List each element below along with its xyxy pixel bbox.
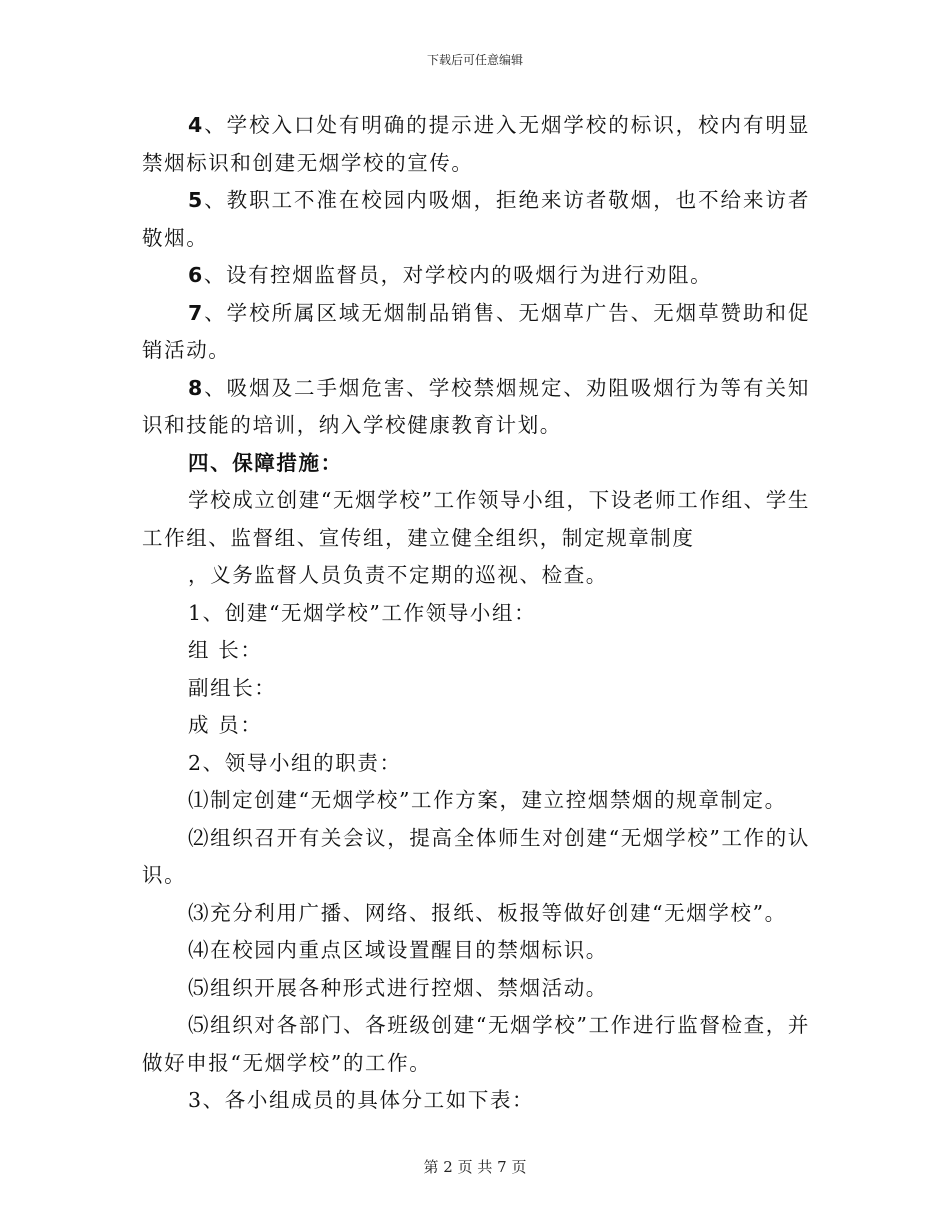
item-number: 6 xyxy=(188,263,204,287)
duty-item: ⑸组织对各部门、各班级创建“无烟学校”工作进行监督检查，并做好申报“无烟学校”的工作。 xyxy=(142,1013,810,1075)
paragraph-item-5 xyxy=(142,182,810,257)
duty-item: ⑶充分利用广播、网络、报纸、板报等做好创建“无烟学校”。 xyxy=(188,900,787,925)
item-text: 、教职工不准在校园内吸烟，拒绝来访者敬烟，也不给来访者敬烟。 xyxy=(142,188,810,250)
subsection-title-1: 1、创建“无烟学校”工作领导小组： xyxy=(188,600,537,625)
item-text: 、设有控烟监督员，对学校内的吸烟行为进行劝阻。 xyxy=(203,263,713,287)
section-intro: 学校成立创建“无烟学校”工作领导小组，下设老师工作组、学生工作组、监督组、宣传组，建立健全组织，制定规章制度 xyxy=(142,488,810,550)
paragraph-item-6 xyxy=(142,257,810,295)
members-line: 成 员： xyxy=(188,713,263,737)
item-number: 4 xyxy=(188,113,204,137)
section-intro-continued: ，义务监督人员负责不定期的巡视、检查。 xyxy=(188,563,608,587)
duty-item: ⑵组织召开有关会议，提高全体师生对创建“无烟学校”工作的认识。 xyxy=(142,825,810,887)
subsection-title-2: 2、领导小组的职责： xyxy=(188,750,402,775)
item-number: 8 xyxy=(188,375,204,400)
section-heading: 四、保障措施： xyxy=(188,450,343,475)
duty-item: ⑸组织开展各种形式进行控烟、禁烟活动。 xyxy=(188,975,608,1000)
item-number: 5 xyxy=(188,188,204,212)
duty-item: ⑷在校园内重点区域设置醒目的禁烟标识。 xyxy=(188,938,608,962)
leader-line: 组 长： xyxy=(188,638,263,662)
paragraph-item-8 xyxy=(142,370,810,445)
item-text: 、学校所属区域无烟制品销售、无烟草广告、无烟草赞助和促销活动。 xyxy=(142,300,810,362)
paragraph-item-4 xyxy=(142,107,810,182)
page-header: 下载后可任意编辑 xyxy=(426,53,523,67)
document-body xyxy=(142,107,810,1120)
page-number: 第 2 页 共 7 页 xyxy=(423,1158,527,1176)
item-number: 7 xyxy=(188,300,204,325)
item-text: 、吸烟及二手烟危害、学校禁烟规定、劝阻吸烟行为等有关知识和技能的培训，纳入学校健康教育计划。 xyxy=(142,375,810,437)
item-text: 、学校入口处有明确的提示进入无烟学校的标识，校内有明显禁烟标识和创建无烟学校的宣传。 xyxy=(142,113,810,175)
paragraph-item-7 xyxy=(142,295,810,370)
duty-item: ⑴制定创建“无烟学校”工作方案，建立控烟禁烟的规章制定。 xyxy=(188,788,787,812)
vice-leader-line: 副组长： xyxy=(188,675,277,700)
subsection-title-3: 3、各小组成员的具体分工如下表： xyxy=(188,1088,535,1112)
